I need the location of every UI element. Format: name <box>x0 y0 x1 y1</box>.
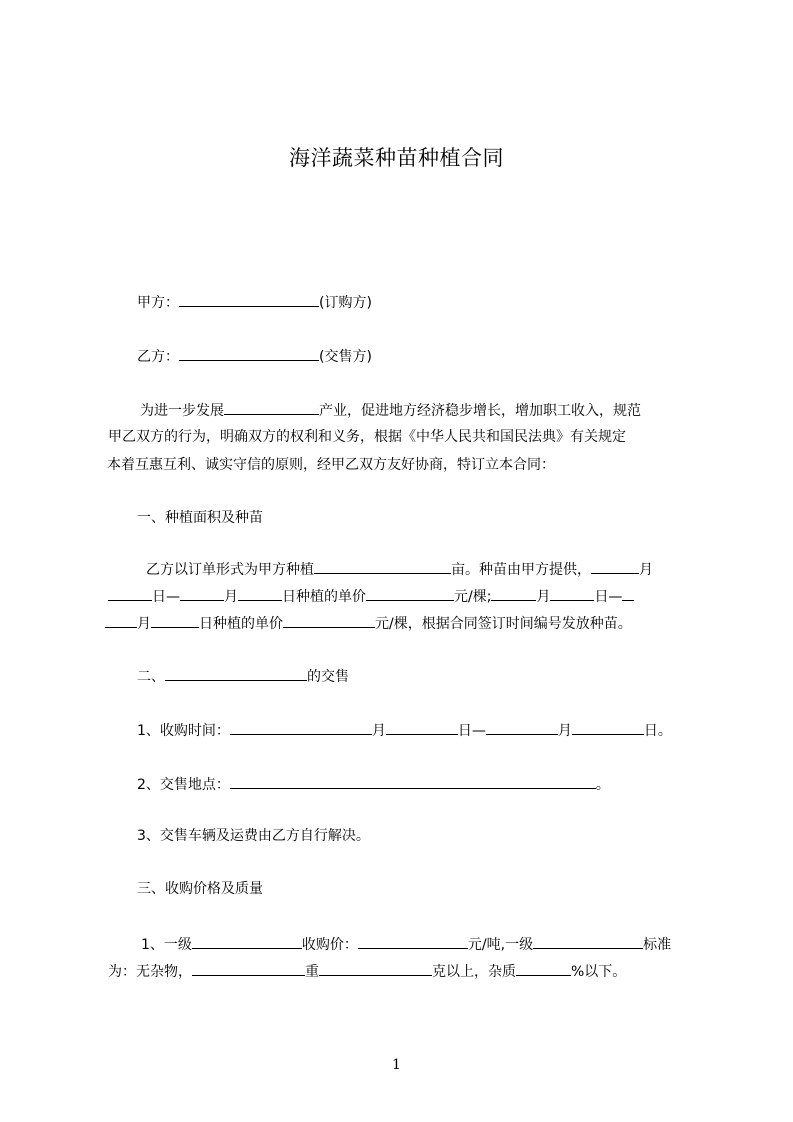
day-blank <box>550 586 594 601</box>
area-blank <box>314 559 451 574</box>
section-1-text: 月 <box>137 616 151 632</box>
day-blank <box>238 586 282 601</box>
section-1-text: 月 <box>536 589 551 605</box>
preamble-line-3: 本着互惠互利、诚实守信的原则，经甲乙双方友好协商，特订立本合同： <box>107 457 555 473</box>
section-1-text: 乙方以订单形式为甲方种植 <box>146 562 314 578</box>
price-blank <box>366 586 454 601</box>
day-blank <box>386 720 458 735</box>
party-b-blank <box>179 346 319 361</box>
page-number: 1 <box>392 1057 401 1073</box>
section-3-text: %以下。 <box>571 964 627 980</box>
section-3-heading: 三、收购价格及质量 <box>137 881 263 897</box>
product-blank <box>165 666 307 681</box>
section-2-text: 月 <box>371 723 386 739</box>
section-3-text: 为：无杂物， <box>108 964 192 980</box>
section-3-text: 1、一级 <box>141 937 192 953</box>
product-blank <box>192 961 305 976</box>
document-title: 海洋蔬菜种苗种植合同 <box>289 146 504 170</box>
month-blank <box>622 586 634 601</box>
section-2-text: 1、收购时间： <box>137 723 230 739</box>
section-3-text: 元/吨,一级 <box>467 937 534 953</box>
party-b-suffix: (交售方) <box>319 349 372 365</box>
location-blank <box>230 774 596 789</box>
section-1-text: 月 <box>224 589 238 605</box>
section-1-text: 日— <box>152 589 180 605</box>
section-2-heading <box>137 666 349 686</box>
section-2-item-2 <box>137 774 610 794</box>
preamble-text: 产业，促进地方经济稳步增长，增加职工收入，规范 <box>319 403 641 419</box>
section-1-line-2 <box>108 586 634 606</box>
section-2-text: 。 <box>595 777 610 793</box>
impurity-blank <box>516 961 571 976</box>
industry-blank <box>224 400 319 415</box>
section-1-text: 日种植的单价 <box>282 589 366 605</box>
month-blank <box>486 720 558 735</box>
preamble-line-1 <box>140 400 641 420</box>
party-a-suffix: (订购方) <box>319 295 372 311</box>
grade-blank <box>533 934 643 949</box>
section-3-text: 克以上，杂质 <box>432 964 516 980</box>
section-1-text: 月 <box>639 562 653 578</box>
section-3-text: 重 <box>305 964 319 980</box>
price-blank <box>358 934 468 949</box>
section-2-text: 日。 <box>643 723 672 739</box>
day-blank <box>108 586 152 601</box>
section-3-text: 收购价： <box>301 937 358 953</box>
section-2-item-1 <box>137 720 672 740</box>
month-blank <box>180 586 224 601</box>
section-1-heading: 一、种植面积及种苗 <box>137 510 263 526</box>
party-b-line <box>137 346 372 366</box>
section-2-text: 2、交售地点： <box>137 777 230 793</box>
party-a-blank <box>179 292 319 307</box>
section-1-text: 元/棵; <box>454 589 492 605</box>
section-1-line-3 <box>105 613 632 633</box>
year-blank <box>230 720 372 735</box>
section-2-text: 月 <box>557 723 572 739</box>
section-2-heading-prefix: 二、 <box>137 669 165 685</box>
section-1-line-1 <box>146 559 653 579</box>
section-3-text: 标准 <box>643 937 672 953</box>
section-3-line-2 <box>108 961 626 981</box>
section-1-text: 元/棵，根据合同签订时间编号发放种苗。 <box>375 616 632 632</box>
weight-blank <box>319 961 432 976</box>
section-3-line-1 <box>141 934 671 954</box>
section-2-text: 日— <box>457 723 486 739</box>
section-1-text: 亩。种苗由甲方提供， <box>451 562 591 578</box>
day-blank <box>572 720 644 735</box>
section-2-item-3: 3、交售车辆及运费由乙方自行解决。 <box>137 828 370 844</box>
day-blank <box>151 613 199 628</box>
month-blank <box>591 559 639 574</box>
party-b-label: 乙方： <box>137 349 179 365</box>
preamble-text: 为进一步发展 <box>140 403 224 419</box>
party-a-label: 甲方： <box>137 295 179 311</box>
price-blank <box>283 613 375 628</box>
section-2-heading-suffix: 的交售 <box>307 669 349 685</box>
section-1-text: 日— <box>594 589 623 605</box>
month-blank-cont <box>105 613 137 628</box>
preamble-line-2: 甲乙双方的行为，明确双方的权利和义务，根据《中华人民共和国民法典》有关规定 <box>108 429 626 445</box>
party-a-line <box>137 292 372 312</box>
section-1-text: 日种植的单价 <box>199 616 283 632</box>
month-blank <box>491 586 536 601</box>
grade-blank <box>192 934 302 949</box>
